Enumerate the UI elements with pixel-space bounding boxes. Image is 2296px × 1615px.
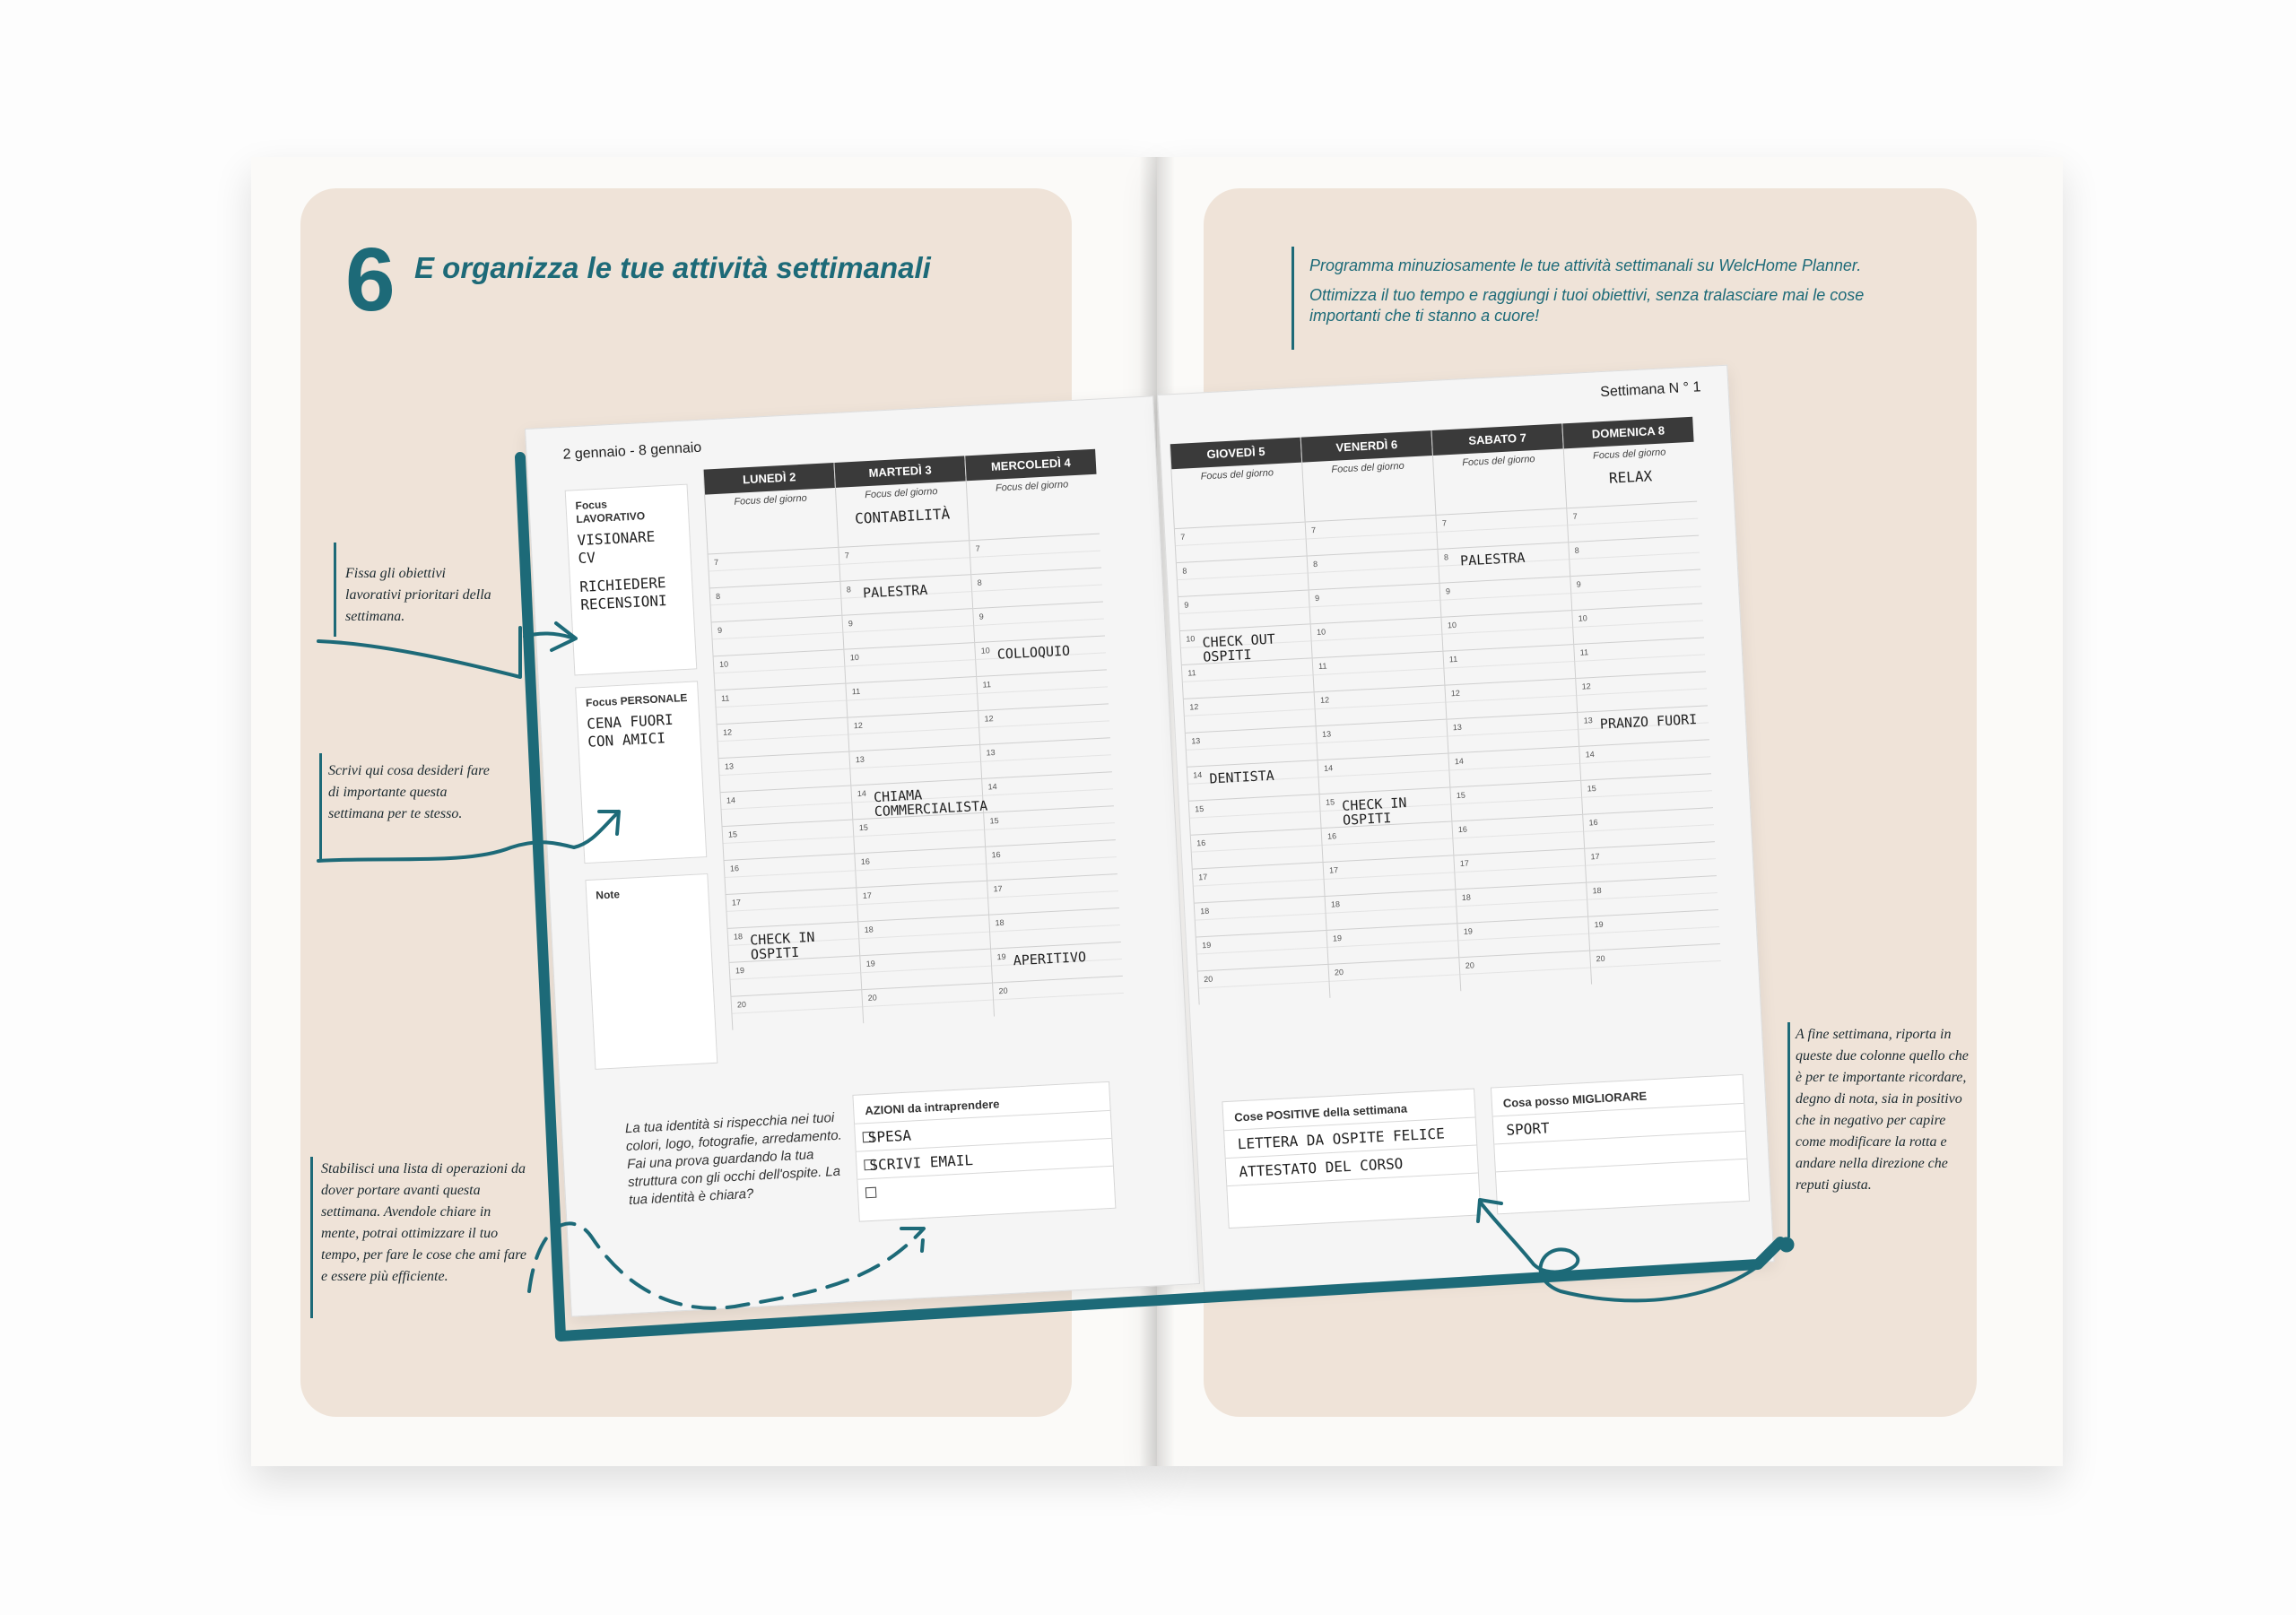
day-focus-label: Focus del giorno [734, 492, 807, 508]
day-focus-value [706, 511, 836, 518]
hour-label: 13 [855, 754, 865, 765]
hour-label: 16 [1326, 831, 1337, 841]
day-focus [967, 474, 1100, 540]
hour-label: 11 [1579, 647, 1589, 657]
date-range: 2 gennaio - 8 gennaio [562, 439, 702, 463]
planner-sheet-right [1157, 365, 1775, 1292]
hour-row [731, 989, 863, 1030]
hour-label: 11 [982, 680, 992, 690]
day-columns-right [1170, 417, 1722, 1005]
hour-label: 18 [1199, 906, 1210, 916]
hour-label: 18 [995, 917, 1004, 928]
page-title: E organizza le tue attività settimanali [414, 251, 931, 284]
hour-label: 20 [1596, 953, 1605, 964]
hour-label: 10 [1578, 613, 1587, 623]
hour-label: 7 [975, 543, 980, 553]
intro-text [1309, 256, 1937, 335]
focus-work-item: RICHIEDERE RECENSIONI [578, 574, 668, 613]
hour-label: 18 [733, 932, 744, 942]
day-header: SABATO 7 [1432, 423, 1563, 456]
improve-item: SPORT [1493, 1103, 1745, 1144]
identity-quote: La tua identità si rispecchia nei tuoi colori, logo, fotografie, arredamento. Fai una prova guardando la tua struttura con gli occhi dell'ospite. La tua identità è chiara? [624, 1109, 843, 1209]
hour-label: 17 [862, 890, 873, 900]
day-focus-value [1173, 486, 1303, 493]
hour-label: 20 [1334, 968, 1344, 977]
hour-label: 12 [853, 720, 864, 731]
hour-label: 7 [1441, 518, 1448, 528]
activity-entry: CHECK OUT OSPITI [1202, 630, 1276, 665]
hour-label: 9 [717, 625, 723, 636]
hour-label: 10 [849, 652, 860, 663]
hour-label: 18 [1461, 892, 1472, 902]
hour-label: 19 [1201, 940, 1212, 951]
annotation-bar [319, 753, 322, 861]
focus-personal-label: Focus PERSONALE [585, 690, 688, 709]
hour-label: 13 [1191, 736, 1201, 746]
annotation-bar [310, 1157, 313, 1318]
hour-label: 16 [991, 849, 1001, 860]
hour-row [1198, 964, 1330, 1005]
annotation-bar [334, 543, 336, 637]
annotation-work-goals: Fissa gli obiettivi lavorativi prioritari della settimana. [345, 566, 491, 624]
hour-label: 12 [1319, 695, 1330, 705]
hour-label: 19 [1594, 919, 1604, 930]
hour-label: 15 [858, 822, 869, 833]
activity-entry: CHIAMA COMMERCIALISTA [873, 786, 988, 821]
hour-label: 13 [1583, 716, 1593, 725]
hour-label: 11 [851, 686, 861, 697]
hour-label: 7 [1572, 511, 1578, 521]
hour-label: 15 [1587, 783, 1596, 794]
hour-row [1328, 957, 1460, 998]
activity-entry: COLLOQUIO [996, 642, 1071, 663]
hour-label: 9 [978, 612, 984, 621]
hour-label: 19 [996, 951, 1006, 962]
hour-label: 19 [1332, 933, 1343, 943]
day-focus-value: CONTABILITÀ [854, 505, 951, 527]
day-focus [836, 481, 969, 546]
hour-label: 7 [1180, 532, 1186, 542]
activity-entry: PALESTRA [1459, 549, 1526, 569]
day-focus-label: Focus del giorno [1461, 454, 1535, 469]
notes-box [585, 873, 718, 1070]
hour-label: 17 [993, 883, 1003, 894]
hour-label: 19 [1463, 926, 1474, 936]
positives-title: Cose POSITIVE della settimana [1233, 1101, 1408, 1124]
day-focus [1171, 463, 1304, 528]
hour-label: 17 [1328, 865, 1339, 875]
hour-label: 16 [1588, 817, 1598, 828]
hour-row [862, 983, 994, 1024]
hour-label: 19 [865, 959, 876, 968]
hour-label: 12 [1450, 688, 1461, 699]
hour-label: 8 [715, 591, 721, 602]
hour-label: 14 [857, 788, 867, 799]
hour-label: 9 [1445, 586, 1451, 596]
day-focus-label: Focus del giorno [1200, 467, 1274, 482]
hour-label: 10 [980, 646, 990, 656]
hour-label: 20 [998, 985, 1008, 996]
activity-entry: DENTISTA [1209, 767, 1275, 787]
notes-label: Note [595, 888, 621, 902]
annotation-personal: Scrivi qui cosa desideri fare di importante questa settimana per te stesso. [328, 763, 490, 821]
hour-label: 10 [1186, 634, 1196, 644]
day-header: VENERDÌ 6 [1301, 430, 1432, 463]
positive-item: ATTESTATO DEL CORSO [1226, 1145, 1478, 1186]
day-focus [705, 488, 838, 553]
intro-line-1: Programma minuziosamente le tue attività settimanali su WelcHome Planner. [1309, 256, 1862, 274]
action-item: SPESA [855, 1110, 1111, 1151]
day-focus-value [1304, 479, 1434, 486]
hour-row [1459, 951, 1591, 992]
hour-label: 17 [1459, 858, 1470, 869]
annotation-bar [1787, 1022, 1790, 1237]
hour-label: 11 [1187, 668, 1196, 678]
hour-label: 8 [1312, 559, 1318, 569]
hour-label: 12 [984, 714, 994, 724]
hour-label: 15 [1456, 790, 1466, 801]
focus-work-item: VISIONARE CV [577, 527, 656, 568]
hour-label: 14 [726, 795, 736, 805]
hour-label: 7 [713, 557, 719, 568]
hour-label: 17 [1197, 872, 1208, 882]
day-header: DOMENICA 8 [1562, 417, 1693, 449]
day-focus-value [1434, 472, 1564, 479]
hour-label: 16 [729, 864, 740, 873]
positive-item: LETTERA DA OSPITE FELICE [1224, 1117, 1476, 1159]
hour-label: 12 [1581, 682, 1591, 691]
day-focus-label: Focus del giorno [1331, 460, 1405, 475]
activity-entry: APERITIVO [1013, 949, 1087, 969]
day-header: MERCOLEDÌ 4 [965, 449, 1096, 482]
hour-label: 9 [1314, 593, 1320, 603]
hour-label: 18 [1330, 899, 1341, 909]
hour-label: 11 [720, 693, 730, 703]
hour-label: 8 [1574, 545, 1580, 555]
day-focus-value: RELAX [1608, 467, 1653, 487]
hour-row [1590, 943, 1722, 985]
week-label: Settimana N ° 1 [1599, 379, 1701, 401]
hour-label: 14 [1454, 756, 1465, 767]
day-focus-value [968, 498, 1098, 505]
hour-label: 9 [1184, 600, 1189, 610]
activity-entry: CHECK IN OSPITI [1341, 794, 1407, 829]
hour-label: 14 [1585, 750, 1595, 760]
hour-label: 16 [1457, 824, 1468, 835]
hour-label: 12 [1189, 702, 1199, 712]
day-focus-label: Focus del giorno [864, 486, 938, 501]
hour-label: 7 [844, 551, 850, 560]
hour-row [993, 976, 1125, 1017]
hour-label: 18 [1592, 885, 1602, 896]
hour-label: 8 [1443, 552, 1449, 562]
day-focus [1433, 448, 1566, 514]
actions-title: AZIONI da intraprendere [864, 1097, 1000, 1118]
action-item: SCRIVI EMAIL [857, 1138, 1113, 1179]
hour-label: 8 [1182, 566, 1187, 576]
hour-label: 13 [724, 761, 735, 771]
intro-line-2: Ottimizza il tuo tempo e raggiungi i tuoi obiettivi, senza tralasciare mai le cose importanti che ti stanno a cuore! [1309, 286, 1865, 325]
hour-label: 15 [1194, 803, 1205, 814]
day-focus-label: Focus del giorno [1592, 447, 1666, 462]
hour-label: 11 [1448, 654, 1458, 664]
hour-label: 15 [989, 815, 999, 826]
improve-title: Cosa posso MIGLIORARE [1502, 1089, 1648, 1110]
day-header: GIOVEDÌ 5 [1170, 438, 1301, 470]
hour-label: 17 [731, 898, 742, 907]
hour-label: 8 [846, 585, 852, 595]
hour-label: 8 [977, 577, 982, 587]
hour-label: 17 [1590, 851, 1600, 862]
hour-label: 14 [987, 781, 997, 792]
annotation-week-review: A fine settimana, riporta in queste due colonne quello che è per te importante ricordare, degno di nota, sia in positivo che in negativo per capire come modificare la rotta e andare nella direzione che reputi giusta. [1796, 1027, 1969, 1193]
actions-box [852, 1081, 1116, 1222]
hour-label: 10 [1316, 627, 1326, 638]
intro-bar [1292, 247, 1294, 350]
hour-label: 9 [1576, 579, 1581, 589]
hour-label: 13 [1452, 722, 1463, 733]
annotation-actions: Stabilisci una lista di operazioni da dover portare avanti questa settimana. Avendole chiare in mente, potrai ottimizzare il tuo tempo, per fare le cose che ami fare e essere più efficiente. [321, 1161, 526, 1284]
focus-personal-item: CENA FUORI CON AMICI [586, 710, 674, 751]
activity-entry: PRANZO FUORI [1599, 710, 1698, 733]
focus-work-box [565, 484, 698, 676]
activity-entry: PALESTRA [862, 581, 928, 602]
hour-label: 16 [860, 856, 871, 867]
positives-box [1222, 1089, 1481, 1229]
day-header: LUNEDÌ 2 [704, 463, 835, 495]
day-focus [1564, 442, 1697, 508]
hour-label: 11 [1318, 661, 1327, 671]
hour-label: 20 [867, 993, 878, 1003]
hour-label: 16 [1196, 838, 1206, 848]
hour-label: 10 [718, 659, 729, 669]
activity-entry: CHECK IN OSPITI [749, 928, 815, 963]
hour-label: 14 [1323, 763, 1334, 773]
planner-sheet-left [525, 395, 1200, 1316]
hour-label: 20 [1465, 960, 1475, 970]
chapter-number: 6 [345, 230, 396, 330]
hour-label: 9 [848, 619, 854, 629]
hour-label: 13 [1321, 729, 1332, 739]
hour-label: 10 [1447, 620, 1457, 630]
hour-label: 7 [1310, 525, 1317, 535]
focus-personal-box [575, 681, 707, 864]
hour-label: 18 [864, 925, 874, 934]
day-focus-label: Focus del giorno [995, 479, 1069, 494]
hour-label: 19 [735, 966, 745, 976]
hour-label: 14 [1193, 769, 1203, 780]
improve-box [1491, 1074, 1750, 1215]
focus-work-label: Focus LAVORATIVO [575, 498, 646, 526]
hour-label: 15 [1325, 797, 1335, 807]
hour-label: 15 [727, 829, 738, 839]
hour-label: 12 [722, 727, 733, 737]
day-focus [1302, 456, 1435, 521]
checkbox [865, 1187, 877, 1199]
day-columns-left [703, 449, 1125, 1030]
day-header: MARTEDÌ 3 [834, 456, 965, 488]
hour-label: 20 [1203, 974, 1213, 985]
hour-label: 20 [736, 999, 747, 1010]
hour-label: 13 [986, 748, 996, 758]
